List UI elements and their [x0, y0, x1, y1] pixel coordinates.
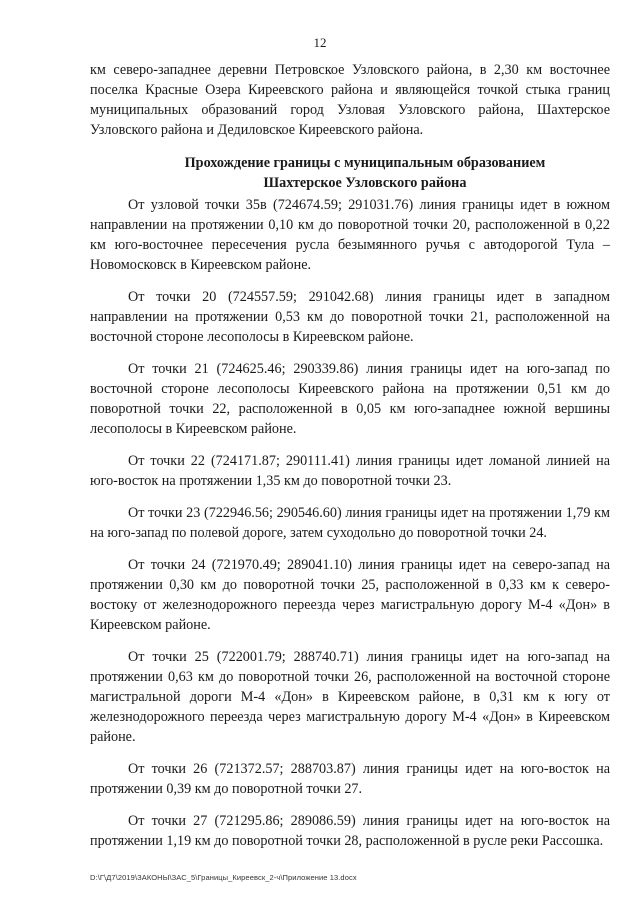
boundary-paragraph-7: От точки 25 (722001.79; 288740.71) линия границы идет на юго-запад на протяжении 0,63 км до поворотной точки 26, расположенной на восточной стороне магистральной дороги М-4 «Дон» в Киреевском районе, в 0,31 км к югу от железнодорожного переезда через магистральную дорогу М-4 «Дон» в Киреевском районе. [90, 649, 610, 745]
section-heading-line-1: Прохождение границы с муниципальным образованием [184, 155, 546, 171]
section-heading [90, 153, 610, 193]
footer-file-path: D:\Г\Д7\2019\ЗАКОНЫ\ЗАС_5\Границы_Киреевск_2-ч\Приложение 13.docx [90, 873, 357, 882]
boundary-paragraph-8: От точки 26 (721372.57; 288703.87) линия границы идет на юго-восток на протяжении 0,39 км до поворотной точки 27. [90, 761, 610, 797]
boundary-paragraph-9: От точки 27 (721295.86; 289086.59) линия границы идет на юго-восток на протяжении 1,19 км до поворотной точки 28, расположенной в русле реки Рассошка. [90, 813, 610, 849]
boundary-paragraph-1: От узловой точки 35в (724674.59; 291031.76) линия границы идет в южном направлении на протяжении 0,10 км до поворотной точки 20, расположенной в 0,22 км юго-восточнее пересечения русла безымянного ручья с автодорогой Тула – Новомосковск в Киреевском районе. [90, 197, 610, 273]
boundary-paragraph-6: От точки 24 (721970.49; 289041.10) линия границы идет на северо-запад на протяжении 0,30 км до поворотной точки 25, расположенной в 0,33 км к северо-востоку от железнодорожного переезда через магистральную дорогу М-4 «Дон» в Киреевском районе. [90, 557, 610, 633]
boundary-paragraph-3: От точки 21 (724625.46; 290339.86) линия границы идет на юго-запад по восточной стороне лесополосы Киреевского района на протяжении 0,51 км до поворотной точки 22, расположенной в 0,05 км юго-западнее южной вершины лесополосы в Киреевском районе. [90, 361, 610, 437]
boundary-paragraph-5: От точки 23 (722946.56; 290546.60) линия границы идет на протяжении 1,79 км на юго-запад по полевой дороге, затем суходольно до поворотной точки 24. [90, 505, 610, 541]
page-number: 12 [313, 35, 327, 50]
boundary-paragraph-4: От точки 22 (724171.87; 290111.41) линия границы идет ломаной линией на юго-восток на протяжении 1,35 км до поворотной точки 23. [90, 453, 610, 489]
document-body [90, 60, 610, 863]
boundary-paragraph-2: От точки 20 (724557.59; 291042.68) линия границы идет в западном направлении на протяжении 0,53 км до поворотной точки 21, расположенной на восточной стороне лесополосы в Киреевском районе. [90, 289, 610, 345]
intro-paragraph: км северо-западнее деревни Петровское Узловского района, в 2,30 км восточнее поселка Красные Озера Киреевского района и являющейся точкой стыка границ муниципальных образований город Узловая Узловского района, Шахтерское Узловского района и Дедиловское Киреевского района. [90, 62, 610, 138]
section-heading-line-2: Шахтерское Узловского района [263, 175, 467, 191]
